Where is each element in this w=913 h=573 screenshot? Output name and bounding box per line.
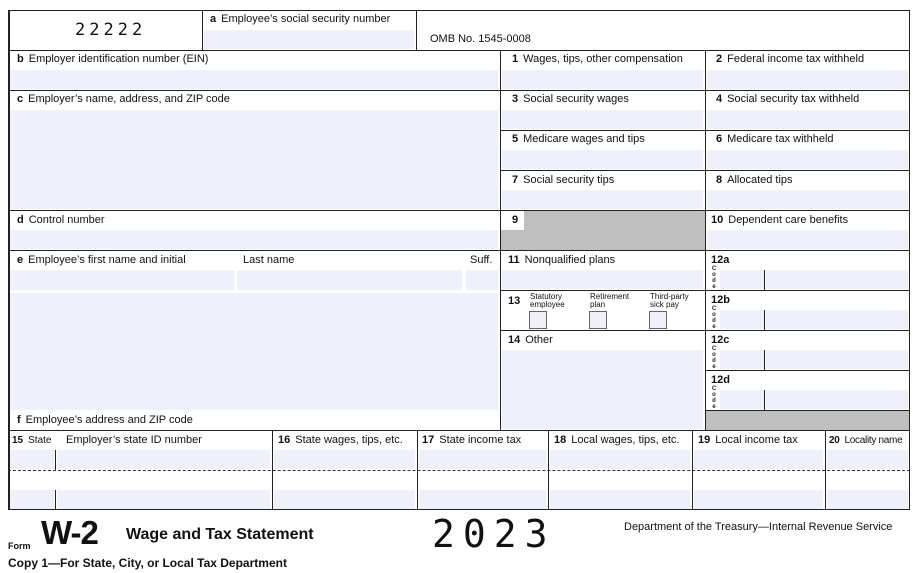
tax-year: 2023 bbox=[432, 512, 556, 556]
local-row2-tax-field[interactable] bbox=[694, 490, 823, 509]
state-row2-id-field[interactable] bbox=[57, 490, 270, 509]
void-code: 22222 bbox=[75, 20, 147, 40]
box-a-label: a Employee’s social security number bbox=[210, 13, 391, 25]
divider bbox=[8, 90, 910, 91]
state-row2-wages-field[interactable] bbox=[274, 490, 415, 509]
box-9-shaded bbox=[501, 230, 524, 250]
divider bbox=[764, 390, 765, 410]
box-19-label: 19 Local income tax bbox=[698, 434, 798, 446]
state-row1-wages-field[interactable] bbox=[274, 450, 415, 469]
box-5-label: 5 Medicare wages and tips bbox=[512, 133, 645, 145]
box-1-wages-field[interactable] bbox=[502, 70, 703, 89]
dashed-divider bbox=[8, 470, 910, 471]
box-b-ein-field[interactable] bbox=[10, 70, 498, 89]
box-1-label: 1 Wages, tips, other compensation bbox=[512, 53, 683, 65]
box-13-sickpay-label: Third-party sick pay bbox=[650, 292, 689, 309]
divider bbox=[202, 10, 203, 50]
box-11-nonqualified-field[interactable] bbox=[502, 270, 703, 289]
box-e-last-name-field[interactable] bbox=[237, 270, 462, 290]
box-10-label: 10 Dependent care benefits bbox=[711, 214, 849, 226]
box-3-label: 3 Social security wages bbox=[512, 93, 629, 105]
divider bbox=[416, 10, 417, 50]
form-prefix: Form bbox=[8, 541, 31, 551]
box-12a-label: 12a bbox=[711, 254, 730, 266]
local-row2-wages-field[interactable] bbox=[550, 490, 690, 509]
divider bbox=[8, 430, 910, 431]
box-4-label: 4 Social security tax withheld bbox=[716, 93, 860, 105]
box-3-ss-wages-field[interactable] bbox=[502, 110, 703, 129]
box-12c-label: 12c bbox=[711, 334, 730, 346]
box-12-shaded bbox=[706, 411, 909, 430]
box-2-label: 2 Federal income tax withheld bbox=[716, 53, 865, 65]
local-row1-tax-field[interactable] bbox=[694, 450, 823, 469]
retirement-plan-checkbox[interactable] bbox=[589, 311, 607, 329]
box-b-label: b Employer identification number (EIN) bbox=[17, 53, 209, 65]
box-7-label: 7 Social security tips bbox=[512, 174, 615, 186]
box-f-address-field[interactable] bbox=[10, 293, 498, 410]
form-title: Wage and Tax Statement bbox=[126, 526, 314, 543]
box-7-ss-tips-field[interactable] bbox=[502, 190, 703, 209]
box-9-shaded bbox=[524, 211, 705, 250]
locality-row2-field[interactable] bbox=[827, 490, 908, 509]
box-8-label: 8 Allocated tips bbox=[716, 174, 793, 186]
box-e-first-name-field[interactable] bbox=[10, 270, 234, 290]
box-12a-code-field[interactable] bbox=[720, 270, 764, 289]
box-12d-label: 12d bbox=[711, 374, 730, 386]
state-row1-id-field[interactable] bbox=[57, 450, 270, 469]
box-5-medicare-wages-field[interactable] bbox=[502, 150, 703, 169]
box-13-retirement-label: Retirement plan bbox=[590, 292, 630, 309]
divider bbox=[8, 250, 910, 251]
agency-name: Department of the Treasury—Internal Revenue Service bbox=[624, 521, 893, 533]
locality-row1-field[interactable] bbox=[827, 450, 908, 469]
box-16-label: 16 State wages, tips, etc. bbox=[278, 434, 403, 446]
statutory-employee-checkbox[interactable] bbox=[529, 311, 547, 329]
divider bbox=[8, 50, 910, 51]
box-14-other-field[interactable] bbox=[502, 350, 703, 429]
box-12b-label: 12b bbox=[711, 294, 730, 306]
box-13-label: 13 bbox=[508, 295, 521, 307]
divider bbox=[500, 170, 910, 171]
box-10-dependent-care-field[interactable] bbox=[707, 230, 908, 249]
box-12c-code-label: C o d e bbox=[711, 346, 717, 370]
state-row1-state-field[interactable] bbox=[10, 450, 54, 469]
copy-designation: Copy 1—For State, City, or Local Tax Department bbox=[8, 556, 287, 570]
box-e-label: e Employee’s first name and initial bbox=[17, 254, 186, 266]
box-14-label: 14 Other bbox=[508, 334, 553, 346]
box-13-statutory-label: Statutory employee bbox=[530, 292, 565, 309]
divider bbox=[764, 270, 765, 290]
divider bbox=[500, 330, 910, 331]
box-2-federal-tax-field[interactable] bbox=[707, 70, 908, 89]
box-6-label: 6 Medicare tax withheld bbox=[716, 133, 834, 145]
box-17-label: 17 State income tax bbox=[422, 434, 522, 446]
form-name: W-2 bbox=[41, 514, 98, 551]
box-12d-amount-field[interactable] bbox=[766, 390, 908, 409]
third-party-sick-pay-checkbox[interactable] bbox=[649, 311, 667, 329]
divider bbox=[705, 370, 910, 371]
box-d-label: d Control number bbox=[17, 214, 105, 226]
box-e-suffix-label: Suff. bbox=[470, 254, 493, 266]
divider bbox=[500, 130, 910, 131]
box-c-label: c Employer’s name, address, and ZIP code bbox=[17, 93, 230, 105]
state-row1-tax-field[interactable] bbox=[419, 450, 546, 469]
box-c-employer-field[interactable] bbox=[10, 110, 498, 209]
box-15-id-label: Employer’s state ID number bbox=[66, 434, 202, 446]
divider bbox=[55, 450, 56, 470]
divider bbox=[8, 210, 910, 211]
divider bbox=[764, 350, 765, 370]
box-a-ssn-field[interactable] bbox=[204, 30, 414, 49]
box-4-ss-tax-field[interactable] bbox=[707, 110, 908, 129]
box-f-label: f Employee’s address and ZIP code bbox=[17, 414, 193, 426]
box-20-label: 20 Locality name bbox=[829, 435, 903, 446]
box-12c-code-field[interactable] bbox=[720, 350, 764, 369]
box-12a-amount-field[interactable] bbox=[766, 270, 908, 289]
box-11-label: 11 Nonqualified plans bbox=[508, 254, 616, 266]
divider bbox=[55, 490, 56, 510]
divider bbox=[764, 310, 765, 330]
box-12d-code-field[interactable] bbox=[720, 390, 764, 409]
box-12c-amount-field[interactable] bbox=[766, 350, 908, 369]
box-6-medicare-tax-field[interactable] bbox=[707, 150, 908, 169]
box-12d-code-label: C o d e bbox=[711, 386, 717, 410]
local-row1-wages-field[interactable] bbox=[550, 450, 690, 469]
box-12b-code-label: C o d e bbox=[711, 306, 717, 330]
box-9-label: 9 bbox=[512, 214, 519, 226]
omb-number: OMB No. 1545-0008 bbox=[430, 33, 531, 45]
divider bbox=[500, 290, 910, 291]
box-18-label: 18 Local wages, tips, etc. bbox=[554, 434, 680, 446]
divider bbox=[705, 50, 706, 430]
state-row2-tax-field[interactable] bbox=[419, 490, 546, 509]
box-15-label: 15 State bbox=[12, 435, 52, 446]
box-12a-code-label: C o d e bbox=[711, 266, 717, 290]
box-8-allocated-tips-field[interactable] bbox=[707, 190, 908, 209]
box-12b-amount-field[interactable] bbox=[766, 310, 908, 329]
box-d-control-field[interactable] bbox=[10, 230, 498, 249]
box-12b-code-field[interactable] bbox=[720, 310, 764, 329]
box-e-suffix-field[interactable] bbox=[466, 270, 498, 290]
box-e-last-label: Last name bbox=[243, 254, 295, 266]
state-row2-state-field[interactable] bbox=[10, 490, 54, 509]
